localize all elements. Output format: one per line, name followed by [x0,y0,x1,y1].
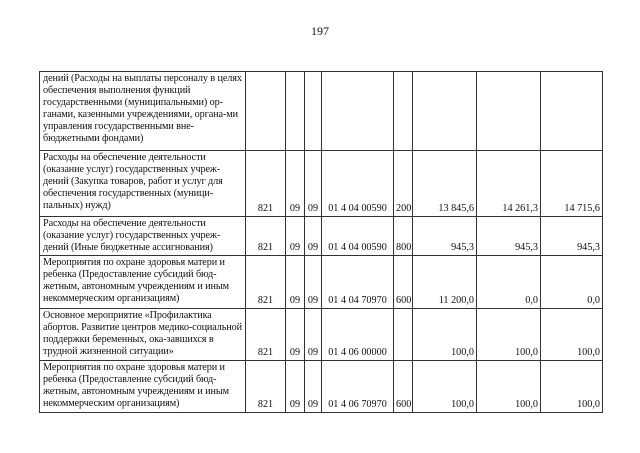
target-article-cell: 01 4 06 70970 [322,361,394,413]
sum-cell-3: 14 715,6 [541,151,603,217]
section-cell: 09 [286,361,305,413]
section-cell: 09 [286,151,305,217]
section-cell [286,72,305,151]
sum-cell-1: 13 845,6 [413,151,477,217]
subsection-cell: 09 [305,256,322,309]
sum-cell-1: 945,3 [413,217,477,256]
sum-cell-2: 14 261,3 [477,151,541,217]
target-article-cell: 01 4 06 00000 [322,309,394,361]
subsection-cell: 09 [305,151,322,217]
sum-cell-2: 100,0 [477,361,541,413]
sum-cell-3: 0,0 [541,256,603,309]
row-name-cell: Мероприятия по охране здоровья матери и ребенка (Предоставление субсидий бюд-жетным, автономным учреждениям и иным некоммерческим организациям) [40,361,246,413]
expense-type-cell [394,309,413,361]
sum-cell-1 [413,72,477,151]
sum-cell-2: 0,0 [477,256,541,309]
subsection-cell: 09 [305,309,322,361]
page-number: 197 [311,24,329,38]
sum-cell-3 [541,72,603,151]
ved-cell: 821 [246,256,286,309]
subsection-cell: 09 [305,217,322,256]
section-cell: 09 [286,256,305,309]
sum-cell-3: 945,3 [541,217,603,256]
table-row [40,217,603,256]
expense-type-cell: 600 [394,361,413,413]
ved-cell: 821 [246,361,286,413]
section-cell: 09 [286,217,305,256]
ved-cell [246,72,286,151]
sum-cell-1: 100,0 [413,361,477,413]
subsection-cell: 09 [305,361,322,413]
table-row [40,256,603,309]
expense-type-cell: 800 [394,217,413,256]
table-row [40,361,603,413]
table-row [40,309,603,361]
sum-cell-1: 11 200,0 [413,256,477,309]
sum-cell-2: 945,3 [477,217,541,256]
row-name-cell: Расходы на обеспечение деятельности (оказание услуг) государственных учреж-дений (Закупка товаров, работ и услуг для обеспечения государственных (муници-пальных) нужд) [40,151,246,217]
sum-cell-1: 100,0 [413,309,477,361]
budget-table [39,71,603,413]
target-article-cell: 01 4 04 00590 [322,151,394,217]
section-cell: 09 [286,309,305,361]
ved-cell: 821 [246,217,286,256]
ved-cell: 821 [246,151,286,217]
table-row [40,151,603,217]
row-name-cell: Основное мероприятие «Профилактика абортов. Развитие центров медико-социальной поддержки беременных, ока-завшихся в трудной жизненной ситуации» [40,309,246,361]
sum-cell-3: 100,0 [541,309,603,361]
expense-type-cell: 600 [394,256,413,309]
row-name-cell: Мероприятия по охране здоровья матери и ребенка (Предоставление субсидий бюд-жетным, автономным учреждениям и иным некоммерческим организациям) [40,256,246,309]
sum-cell-2 [477,72,541,151]
target-article-cell [322,72,394,151]
sum-cell-2: 100,0 [477,309,541,361]
table-row [40,72,603,151]
expense-type-cell: 200 [394,151,413,217]
row-name-cell: Расходы на обеспечение деятельности (оказание услуг) государственных учреж-дений (Иные бюджетные ассигнования) [40,217,246,256]
row-name-cell: дений (Расходы на выплаты персоналу в целях обеспечения выполнения функций государственными (муниципальными) ор-ганами, казенными учреждениями, органа-ми управления государственными вне-бюджетными фондами) [40,72,246,151]
expense-type-cell [394,72,413,151]
target-article-cell: 01 4 04 00590 [322,217,394,256]
target-article-cell: 01 4 04 70970 [322,256,394,309]
ved-cell: 821 [246,309,286,361]
sum-cell-3: 100,0 [541,361,603,413]
subsection-cell [305,72,322,151]
